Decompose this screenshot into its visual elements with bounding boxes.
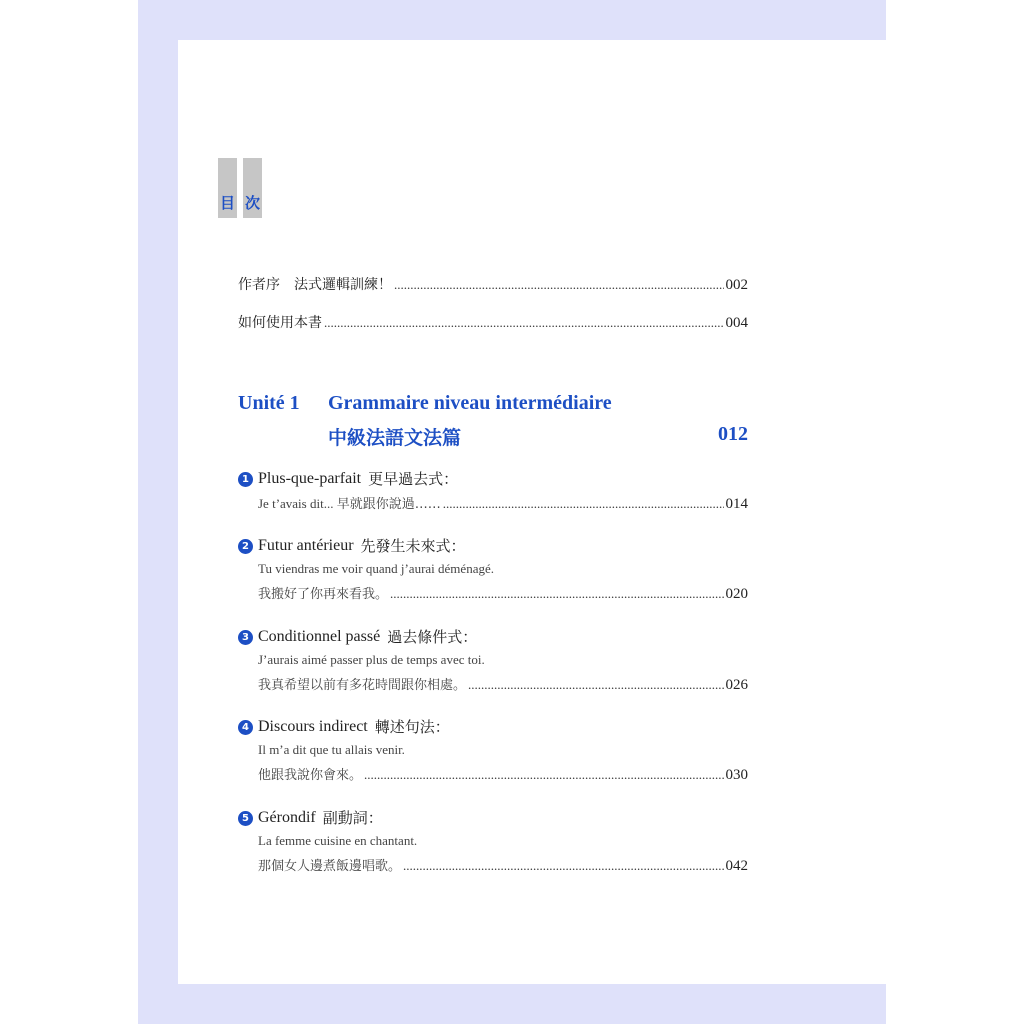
dot-leader: [324, 313, 724, 333]
section-title-fr: Plus-que-parfait: [258, 470, 362, 487]
section-example-fr: Il m’a dit que tu allais venir.: [258, 742, 405, 757]
section-example: [258, 675, 466, 696]
toc-heading: [218, 158, 264, 218]
section-example-row: [258, 494, 748, 515]
section-example-fr: J’aurais aimé passer plus de temps avec toi.: [258, 652, 485, 667]
entry-page: 002: [725, 277, 748, 293]
section-example-row: [258, 765, 748, 786]
section-example: [258, 494, 441, 515]
unit-heading[interactable]: [238, 392, 748, 415]
section-example-zh: 我搬好了你再來看我。: [258, 587, 389, 602]
toc-section[interactable]: [238, 468, 748, 515]
dot-leader: [443, 494, 724, 514]
entry-label: 作者序 法式邏輯訓練！: [238, 277, 392, 293]
section-example-zh: 那個女人邊煮飯邊唱歌。: [258, 859, 402, 874]
toc-section[interactable]: [238, 716, 748, 786]
toc-entry-preface[interactable]: [238, 275, 748, 295]
section-example-zh: 他跟我說你會來。: [258, 768, 363, 783]
section-title-zh: 先發生未來式：: [360, 537, 466, 555]
section-page: 020: [725, 586, 748, 602]
section-page: 026: [725, 677, 748, 693]
unit-number: Unité 1: [238, 392, 300, 414]
dot-leader: [364, 765, 723, 785]
section-page: 014: [725, 496, 748, 512]
section-title: [238, 716, 748, 738]
section-title: [238, 535, 748, 557]
section-page: 042: [725, 858, 748, 874]
heading-char: 次: [244, 194, 260, 212]
entry-page: 004: [725, 315, 748, 331]
section-title: [238, 626, 748, 648]
section-title-fr: Conditionnel passé: [258, 628, 381, 645]
section-title-zh: 過去條件式：: [387, 628, 478, 646]
section-example-zh: 早就跟你說過……: [336, 497, 441, 512]
section-example-fr: La femme cuisine en chantant.: [258, 833, 418, 848]
section-page: 030: [725, 767, 748, 783]
toc-section[interactable]: [238, 807, 748, 877]
section-example-row: [258, 856, 748, 877]
section-title: [238, 468, 748, 490]
section-title-fr: Futur antérieur: [258, 537, 354, 554]
section-example-fr: Je t’avais dit...: [258, 496, 334, 511]
section-number-badge: 2: [238, 539, 253, 554]
toc-section[interactable]: [238, 626, 748, 696]
section-title-zh: 轉述句法：: [374, 718, 450, 736]
section-title-fr: Gérondif: [258, 809, 316, 826]
section-example-fr: Tu viendras me voir quand j’aurai déménagé.: [258, 561, 494, 576]
dot-leader: [468, 675, 723, 695]
section-number-badge: 1: [238, 472, 253, 487]
section-title-fr: Discours indirect: [258, 718, 368, 735]
heading-char: 目: [219, 194, 235, 212]
unit-subheading: [328, 423, 748, 450]
dot-leader: [394, 275, 724, 295]
section-example-row: [258, 584, 748, 605]
entry-label: 如何使用本書: [238, 315, 322, 331]
section-title: [238, 807, 748, 829]
section-number-badge: 4: [238, 720, 253, 735]
unit-title-fr: Grammaire niveau intermédiaire: [328, 392, 612, 414]
dot-leader: [403, 856, 723, 876]
unit-page: 012: [718, 423, 748, 445]
section-example: [258, 584, 388, 605]
section-example-zh: 我真希望以前有多花時間跟你相處。: [258, 678, 467, 693]
unit-title-zh: 中級法語文法篇: [328, 427, 462, 449]
section-number-badge: 3: [238, 630, 253, 645]
section-number-badge: 5: [238, 811, 253, 826]
section-example-row: [258, 675, 748, 696]
toc-entry-how-to-use[interactable]: [238, 313, 748, 333]
dot-leader: [390, 584, 723, 604]
section-example: [258, 856, 401, 877]
toc-section[interactable]: [238, 535, 748, 605]
section-title-zh: 更早過去式：: [368, 470, 459, 488]
section-title-zh: 副動詞：: [322, 809, 383, 827]
section-example: [258, 765, 362, 786]
